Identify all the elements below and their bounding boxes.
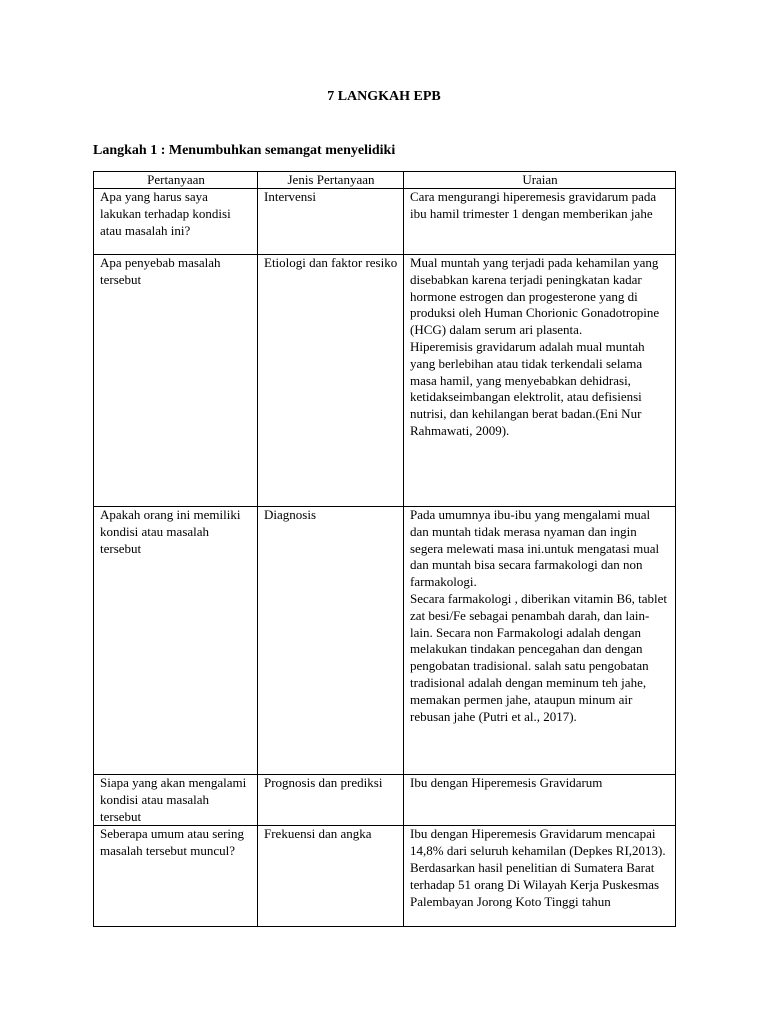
cell-pertanyaan: Apa penyebab masalah tersebut — [94, 255, 258, 507]
header-uraian: Uraian — [404, 172, 676, 189]
table-row — [94, 189, 676, 255]
table-row — [94, 255, 676, 507]
cell-jenis: Intervensi — [258, 189, 404, 255]
cell-uraian — [404, 826, 676, 927]
cell-uraian — [404, 775, 676, 826]
cell-pertanyaan: Apakah orang ini memiliki kondisi atau masalah tersebut — [94, 507, 258, 775]
cell-uraian — [404, 189, 676, 255]
uraian-paragraph: Cara mengurangi hiperemesis gravidarum pada ibu hamil trimester 1 dengan memberikan jahe — [410, 189, 657, 221]
table-header-row — [94, 172, 676, 189]
cell-jenis: Frekuensi dan angka — [258, 826, 404, 927]
cell-jenis: Etiologi dan faktor resiko — [258, 255, 404, 507]
cell-jenis: Prognosis dan prediksi — [258, 775, 404, 826]
table-row — [94, 507, 676, 775]
cell-uraian — [404, 255, 676, 507]
cell-uraian — [404, 507, 676, 775]
cell-pertanyaan: Siapa yang akan mengalami kondisi atau masalah tersebut — [94, 775, 258, 826]
cell-pertanyaan: Apa yang harus saya lakukan terhadap kondisi atau masalah ini? — [94, 189, 258, 255]
epb-table — [93, 171, 676, 927]
step-heading: Langkah 1 : Menumbuhkan semangat menyelidiki — [93, 143, 396, 158]
uraian-paragraph: Pada umumnya ibu-ibu yang mengalami mual dan muntah tidak merasa nyaman dan ingin segera melewati masa ini.untuk mengatasi mual dan muntah bisa secara farmakologi dan non farmakologi. — [410, 507, 660, 590]
uraian-paragraph: Ibu dengan Hiperemesis Gravidarum mencapai 14,8% dari seluruh kehamilan (Depkes RI,2013). Berdasarkan hasil penelitian di Sumatera Barat terhadap 51 orang Di Wilayah Kerja Puskesmas Palembayan Jorong Koto Tinggi tahun — [410, 826, 666, 909]
uraian-paragraph: Hiperemisis gravidarum adalah mual muntah yang berlebihan atau tidak terkendali selama masa hamil, yang menyebabkan dehidrasi, ketidakseimbangan elektrolit, atau defisiensi nutrisi, dan kehilangan berat badan.(Eni Nur Rahmawati, 2009). — [410, 338, 645, 438]
cell-pertanyaan: Seberapa umum atau sering masalah tersebut muncul? — [94, 826, 258, 927]
uraian-paragraph: Secara farmakologi , diberikan vitamin B6, tablet zat besi/Fe sebagai penambah darah, dan lain-lain. Secara non Farmakologi adalah dengan melakukan tindakan pencegahan dan dengan pengobatan tradisional. salah satu pengobatan tradisional adalah dengan meminum teh jahe, memakan permen jahe, ataupun minum air rebusan jahe (Putri et al., 2017). — [410, 590, 668, 724]
table-row — [94, 775, 676, 826]
header-pertanyaan: Pertanyaan — [94, 172, 258, 189]
cell-jenis: Diagnosis — [258, 507, 404, 775]
table-row — [94, 826, 676, 927]
uraian-paragraph: Mual muntah yang terjadi pada kehamilan yang disebabkan karena terjadi peningkatan kadar hormone estrogen dan progesterone yang di produksi oleh Human Chorionic Gonadotropine (HCG) dalam serum ari plasenta. — [410, 255, 660, 338]
document-title: 7 LANGKAH EPB — [327, 89, 441, 104]
header-jenis-pertanyaan: Jenis Pertanyaan — [258, 172, 404, 189]
uraian-paragraph: Ibu dengan Hiperemesis Gravidarum — [410, 775, 603, 790]
